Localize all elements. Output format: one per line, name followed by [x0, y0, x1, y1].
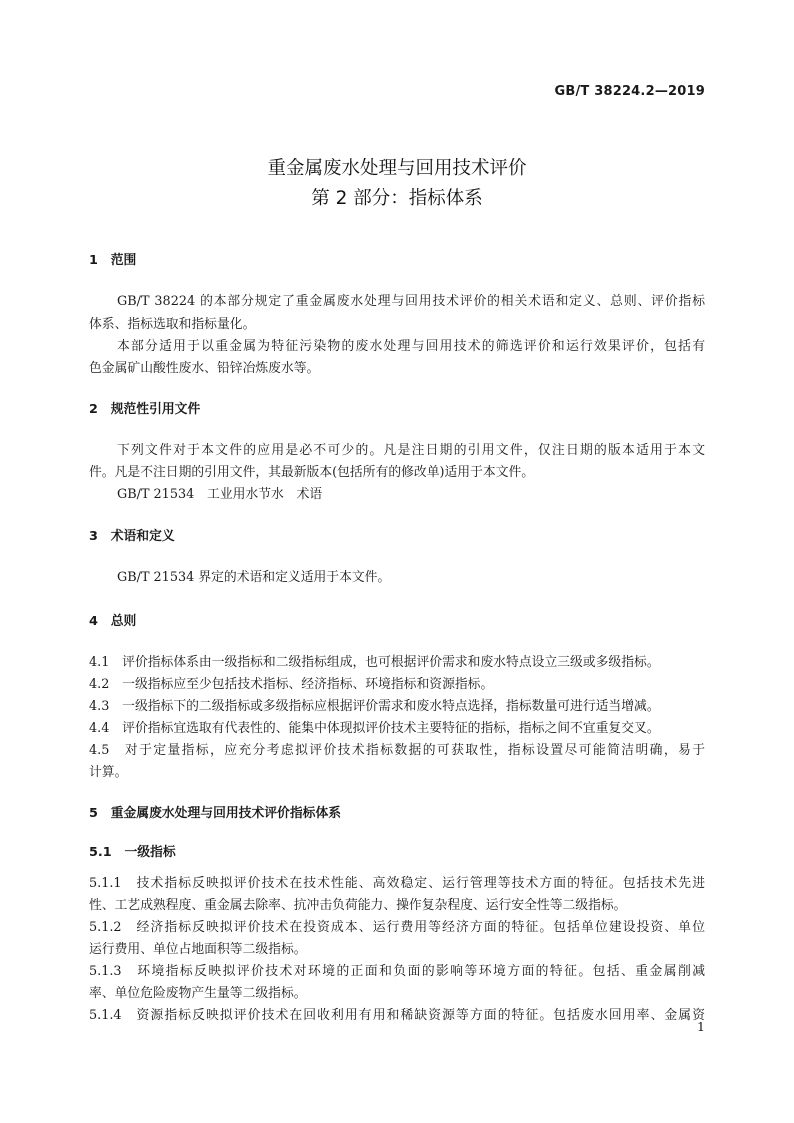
section-2-heading: 2 规范性引用文件	[89, 402, 201, 417]
section-1-para2-line2: 色金属矿山酸性废水、铅锌冶炼废水等。	[89, 361, 320, 376]
clause-4-5-line2: 计算。	[89, 765, 128, 780]
clause-4-3: 4.3 一级指标下的二级指标或多级指标应根据评价需求和废水特点选择，指标数量可进行适当增减。	[89, 699, 660, 714]
clause-5-1-1-line2: 性、工艺成熟程度、重金属去除率、抗冲击负荷能力、操作复杂程度、运行安全性等二级指标。	[89, 898, 627, 913]
clause-5-1-2-line1: 5.1.2 经济指标反映拟评价技术在投资成本、运行费用等经济方面的特征。包括单位建设投资、单位	[89, 920, 705, 935]
section-4-heading: 4 总则	[89, 614, 137, 629]
clause-5-1-4-line1: 5.1.4 资源指标反映拟评价技术在回收利用有用和稀缺资源等方面的特征。包括废水回用率、金属资	[89, 1008, 705, 1023]
clause-4-2: 4.2 一级指标应至少包括技术指标、经济指标、环境指标和资源指标。	[89, 677, 494, 692]
subsection-5-1-heading: 5.1 一级指标	[89, 845, 176, 860]
clause-5-1-2-line2: 运行费用、单位占地面积等二级指标。	[89, 942, 307, 957]
normative-reference: GB/T 21534 工业用水节水 术语	[117, 487, 323, 502]
section-2-para1-line1: 下列文件对于本文件的应用是必不可少的。凡是注日期的引用文件，仅注日期的版本适用于本文	[117, 443, 705, 458]
clause-4-4: 4.4 评价指标宜选取有代表性的、能集中体现拟评价技术主要特征的指标，指标之间不宜重复交叉。	[89, 721, 660, 736]
section-1-para1-line2: 体系、指标选取和指标量化。	[89, 317, 256, 332]
clause-5-1-3-line1: 5.1.3 环境指标反映拟评价技术对环境的正面和负面的影响等环境方面的特征。包括、重金属削减	[89, 964, 705, 979]
section-1-para2-line1: 本部分适用于以重金属为特征污染物的废水处理与回用技术的筛选评价和运行效果评价，包括有	[117, 339, 705, 354]
standard-code: GB/T 38224.2—2019	[554, 84, 705, 99]
section-1-heading: 1 范围	[89, 253, 137, 268]
document-title-line1: 重金属废水处理与回用技术评价	[267, 158, 527, 179]
section-2-para1-line2: 件。凡是不注日期的引用文件，其最新版本(包括所有的修改单)适用于本文件。	[89, 465, 535, 480]
section-3-para1: GB/T 21534 界定的术语和定义适用于本文件。	[117, 570, 391, 585]
document-title-line2: 第 2 部分：指标体系	[311, 188, 483, 209]
section-5-heading: 5 重金属废水处理与回用技术评价指标体系	[89, 806, 342, 821]
section-1-para1-line1: GB/T 38224 的本部分规定了重金属废水处理与回用技术评价的相关术语和定义、总则、评价指标	[117, 294, 705, 309]
section-3-heading: 3 术语和定义	[89, 529, 175, 544]
clause-4-1: 4.1 评价指标体系由一级指标和二级指标组成，也可根据评价需求和废水特点设立三级或多级指标。	[89, 655, 660, 670]
clause-4-5-line1: 4.5 对于定量指标，应充分考虑拟评价技术指标数据的可获取性，指标设置尽可能简洁明确，易于	[89, 743, 705, 758]
page-number: 1	[697, 1019, 705, 1034]
clause-5-1-1-line1: 5.1.1 技术指标反映拟评价技术在技术性能、高效稳定、运行管理等技术方面的特征。包括技术先进	[89, 876, 705, 891]
clause-5-1-3-line2: 率、单位危险废物产生量等二级指标。	[89, 986, 307, 1001]
